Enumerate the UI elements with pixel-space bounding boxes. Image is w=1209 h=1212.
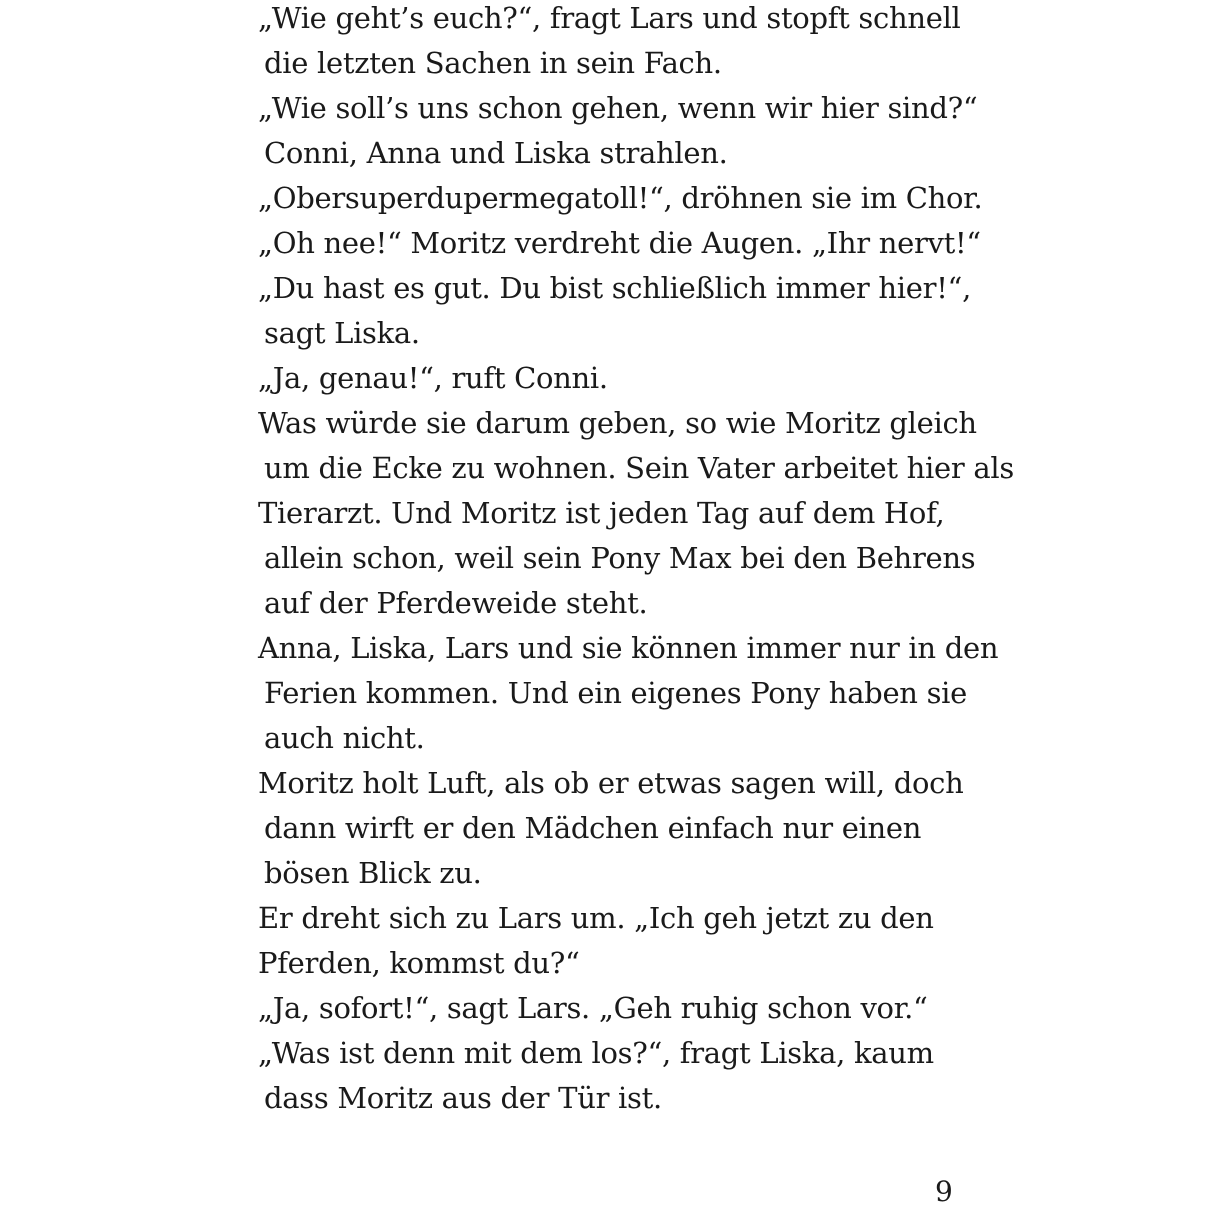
text-line: sagt Liska. (264, 316, 420, 350)
body-text (258, 0, 1014, 1121)
text-line: bösen Blick zu. (264, 856, 482, 890)
text-line: die letzten Sachen in sein Fach. (264, 46, 722, 80)
text-line: auf der Pferdeweide steht. (264, 586, 648, 620)
text-line: „Ja, genau!“, ruft Conni. (258, 361, 608, 395)
text-line: „Wie geht’s euch?“, fragt Lars und stopft schnell (258, 1, 961, 35)
text-line: „Was ist denn mit dem los?“, fragt Liska, kaum (258, 1036, 934, 1070)
text-line: dass Moritz aus der Tür ist. (264, 1081, 662, 1115)
text-line: allein schon, weil sein Pony Max bei den Behrens (264, 541, 976, 575)
text-line: „Obersuperdupermegatoll!“, dröhnen sie im Chor. (258, 181, 983, 215)
text-line: dann wirft er den Mädchen einfach nur einen (264, 811, 922, 845)
text-line: Was würde sie darum geben, so wie Moritz gleich (258, 406, 977, 440)
text-line: „Ja, sofort!“, sagt Lars. „Geh ruhig schon vor.“ (258, 991, 928, 1025)
text-line: „Wie soll’s uns schon gehen, wenn wir hier sind?“ (258, 91, 978, 125)
text-line: auch nicht. (264, 721, 425, 755)
text-line: Tierarzt. Und Moritz ist jeden Tag auf dem Hof, (258, 496, 945, 530)
text-line: um die Ecke zu wohnen. Sein Vater arbeitet hier als (264, 451, 1014, 485)
text-line: Er dreht sich zu Lars um. „Ich geh jetzt zu den (258, 901, 934, 935)
text-line: Conni, Anna und Liska strahlen. (264, 136, 728, 170)
text-line: „Du hast es gut. Du bist schließlich immer hier!“, (258, 271, 971, 305)
text-line: Moritz holt Luft, als ob er etwas sagen will, doch (258, 766, 964, 800)
text-line: Ferien kommen. Und ein eigenes Pony haben sie (264, 676, 968, 710)
text-line: Anna, Liska, Lars und sie können immer nur in den (258, 631, 999, 665)
text-line: „Oh nee!“ Moritz verdreht die Augen. „Ihr nervt!“ (258, 226, 981, 260)
text-line: Pferden, kommst du?“ (258, 946, 580, 980)
page-number: 9 (935, 1175, 953, 1208)
